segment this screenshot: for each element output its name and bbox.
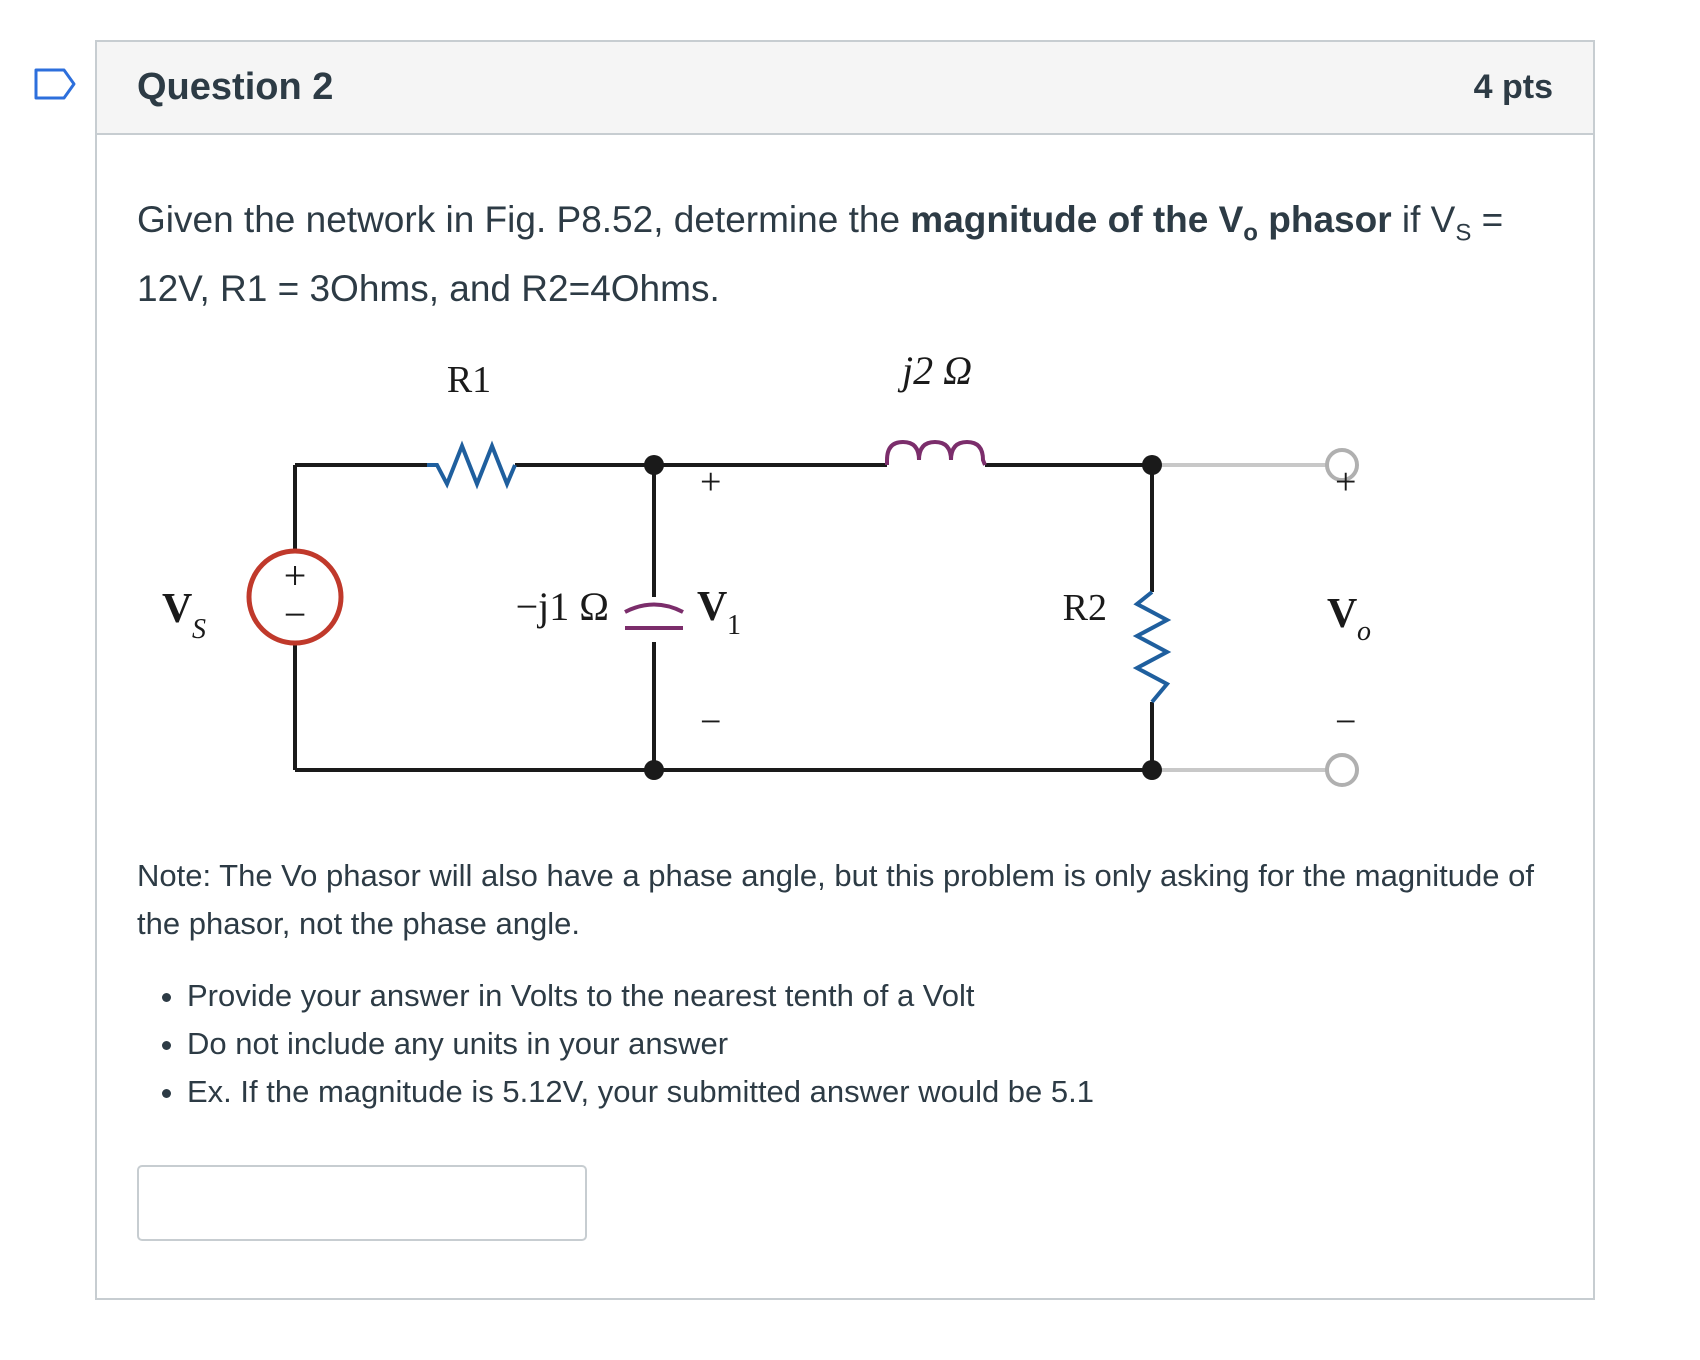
inductor [887,442,985,465]
instruction-item: • Do not include any units in your answer [187,1020,1094,1068]
resistor-r1 [427,446,515,484]
label-capacitor: −j1 Ω [515,584,609,629]
label-vs [162,586,206,645]
svg-text:V: V [1327,591,1358,637]
node-top-mid [644,455,664,475]
label-v1 [697,584,741,641]
source-minus-sign: − [283,592,307,637]
label-inductor: j2 Ω [901,348,973,393]
svg-text:S: S [192,614,206,645]
label-r1: R1 [446,359,492,401]
label-vo [1327,591,1371,647]
terminal-bottom [1327,755,1357,785]
vo-plus: + [1335,461,1357,503]
terminal-leads [1152,465,1327,770]
question-title: Question 2 [137,66,334,108]
svg-text:V: V [162,586,193,632]
question-points: 4 pts [1473,68,1553,106]
bookmark-flag-icon[interactable] [34,68,76,100]
circuit-diagram [97,322,1497,842]
vo-minus: − [1335,701,1357,743]
question-card [95,40,1595,1300]
instruction-item: • Provide your answer in Volts to the nearest tenth of a Volt [187,972,1094,1020]
svg-text:o: o [1357,616,1371,647]
capacitor [625,605,683,629]
node-top-right [1142,455,1162,475]
label-r2: R2 [1062,587,1107,629]
v1-plus: + [700,461,722,503]
question-text: Given the network in Fig. P8.52, determine the magnitude of the $V_o$ phasor if $V_S = 12V$, R1 = 3Ohms, and R2=4Ohms. [137,199,1504,310]
instruction-list [137,972,1094,1116]
node-bottom-right [1142,760,1162,780]
instruction-item: • Ex. If the magnitude is 5.12V, your submitted answer would be 5.1 [187,1068,1094,1116]
note-text: Note: The Vo phasor will also have a phase angle, but this problem is only asking for the magnitude of the phasor, not the phase angle. [137,858,1534,941]
source-plus-sign: + [283,553,307,598]
resistor-r2 [1137,592,1167,702]
svg-text:1: 1 [727,610,741,641]
node-bottom-mid [644,760,664,780]
svg-text:V: V [697,584,728,630]
answer-input[interactable] [137,1165,587,1241]
v1-minus: − [700,701,722,743]
question-header [97,42,1593,135]
